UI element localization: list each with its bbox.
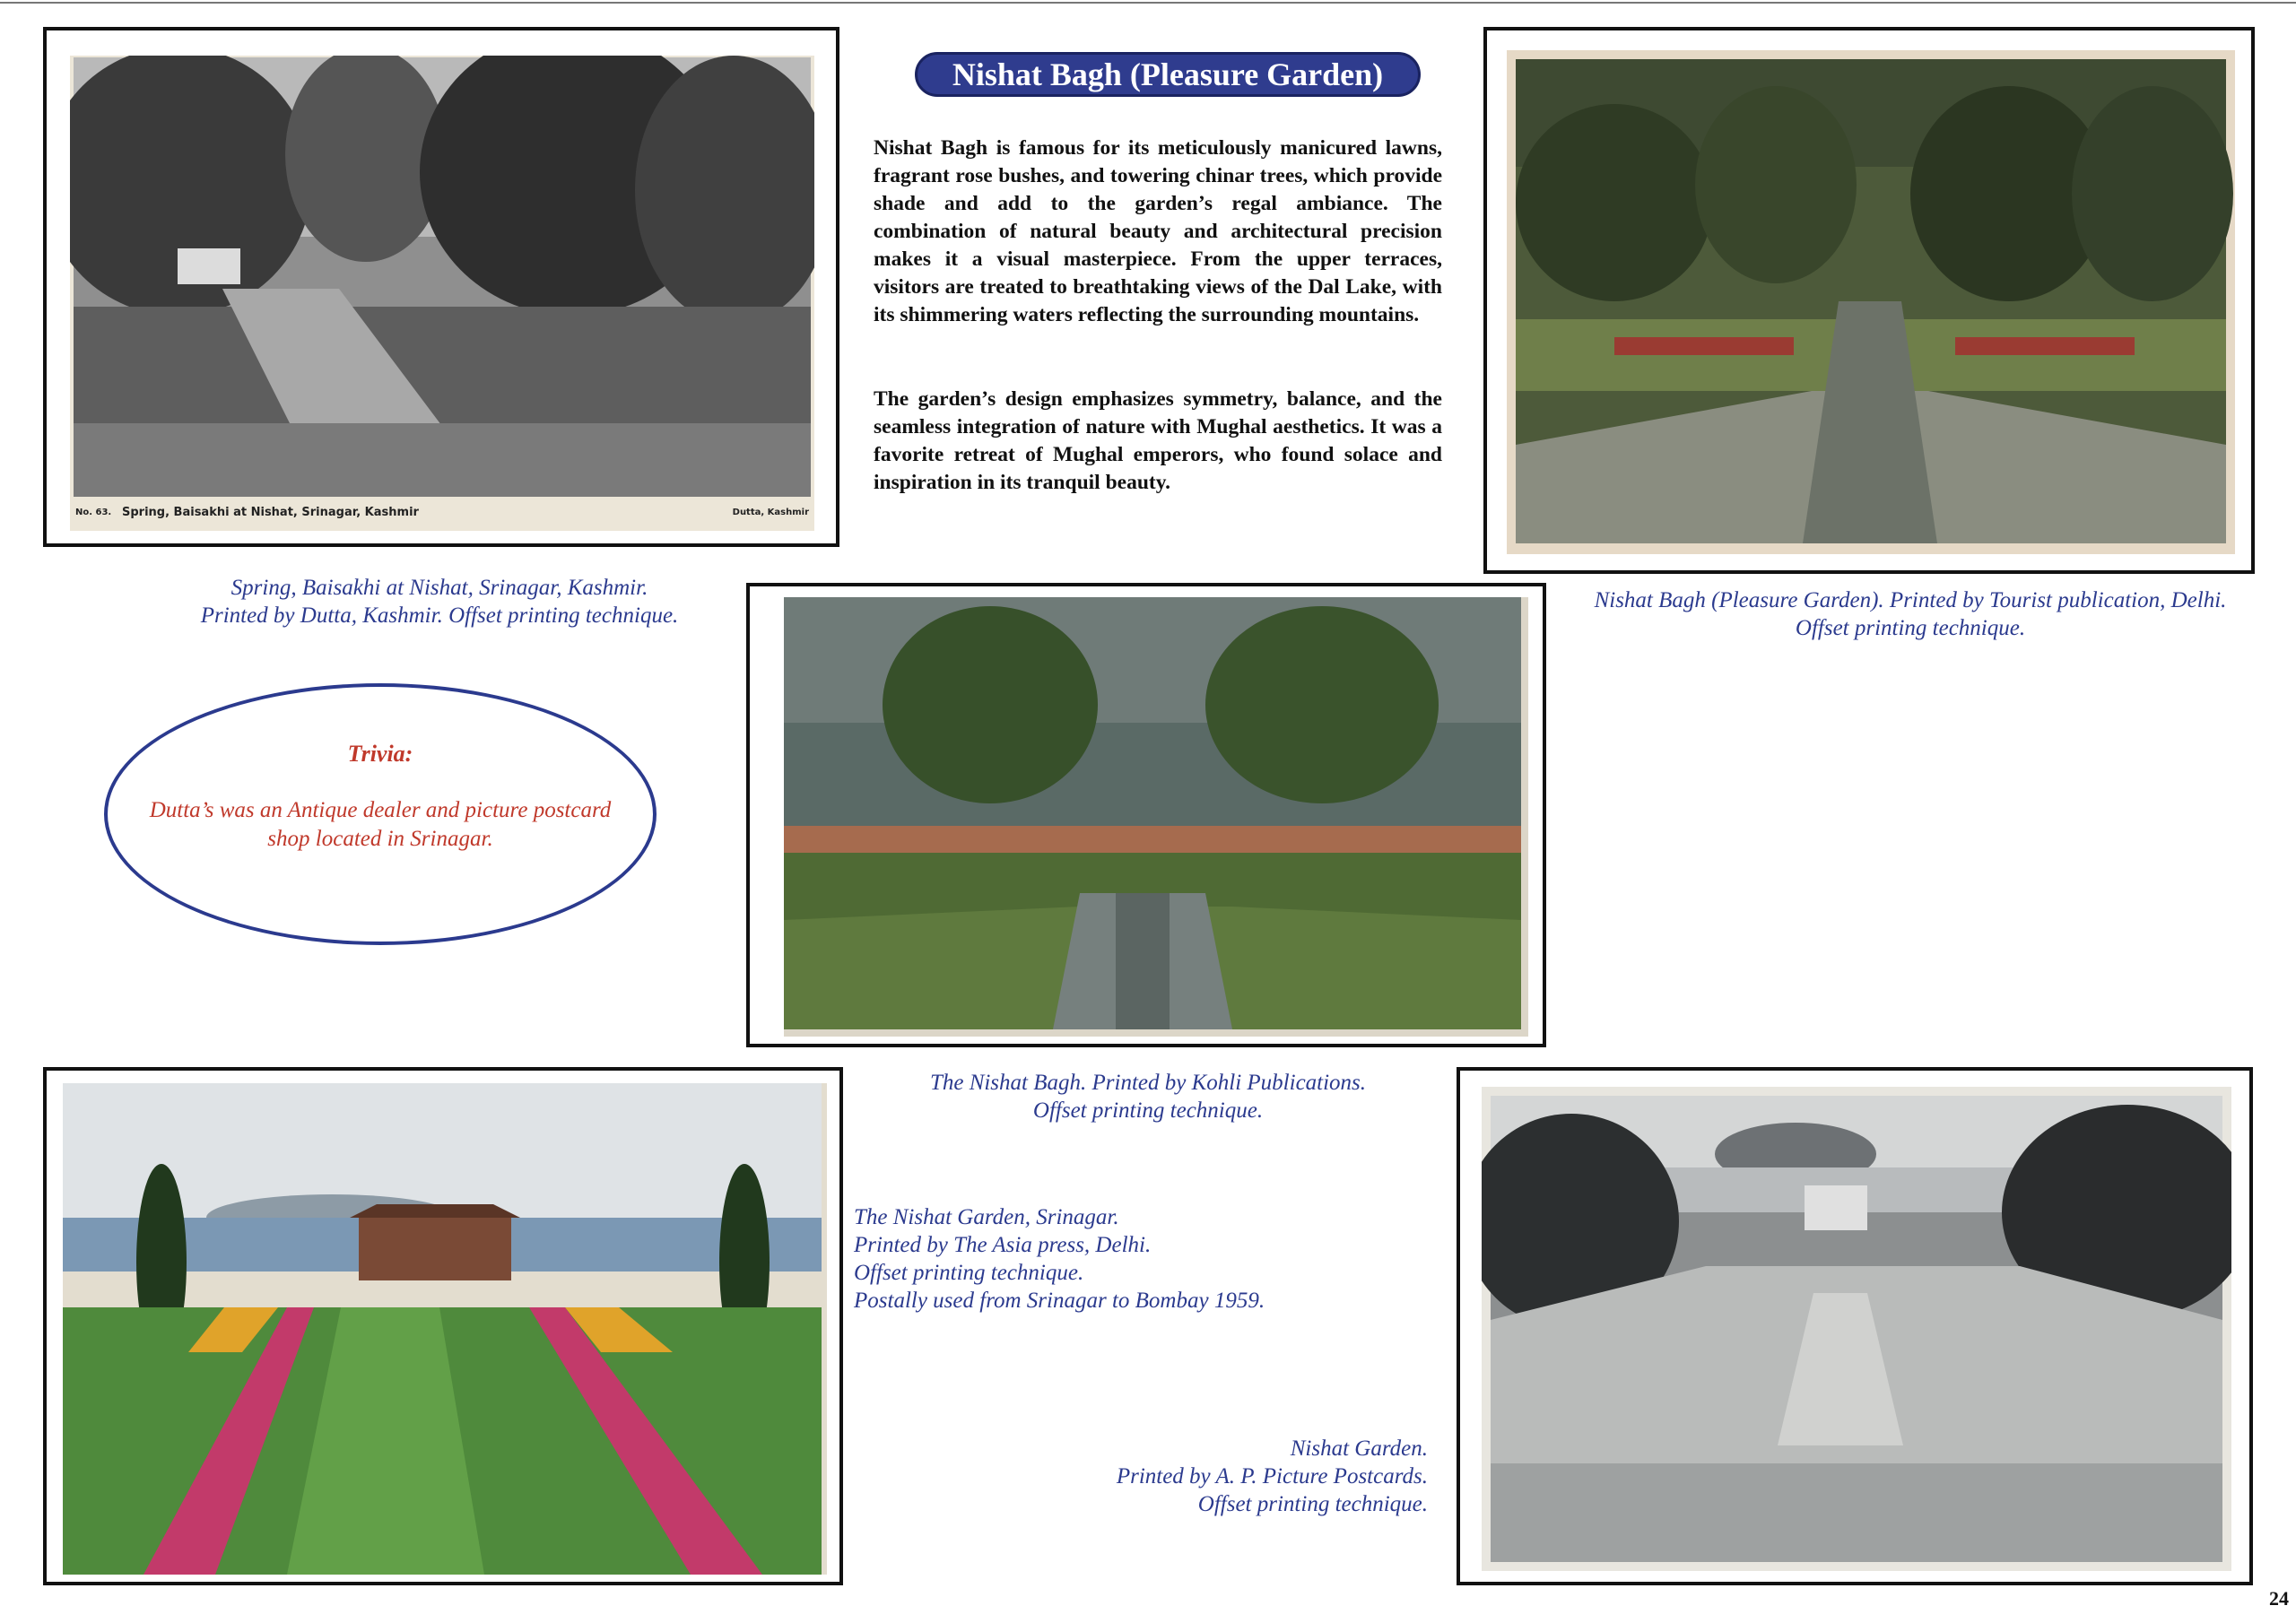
caption-line: Printed by A. P. Picture Postcards. xyxy=(1116,1464,1428,1488)
caption-line: Printed by Dutta, Kashmir. Offset printing technique. xyxy=(200,603,679,628)
postcard-image-2 xyxy=(1507,50,2235,554)
postcard-frame-3 xyxy=(746,583,1546,1047)
intro-paragraph-2: The garden’s design emphasizes symmetry, balance, and the seamless integration of nature with Mughal aesthetics. It was a favorite retreat of Mughal emperors, who found solace and inspiration in its tranquil beauty. xyxy=(874,387,1442,494)
caption-postcard-5 xyxy=(897,1435,1428,1518)
postcard-frame-2 xyxy=(1483,27,2255,574)
postcard-image-5 xyxy=(1482,1087,2231,1571)
postcard-1-number: No. 63. xyxy=(75,508,112,517)
caption-postcard-4 xyxy=(854,1203,1410,1315)
postcard-1-publisher: Dutta, Kashmir xyxy=(732,508,809,517)
trivia-bubble xyxy=(104,683,657,945)
postcard-1-printed-title: Spring, Baisakhi at Nishat, Srinagar, Kashmir xyxy=(122,506,419,519)
caption-line: Offset printing technique. xyxy=(854,1261,1084,1285)
caption-line: Printed by The Asia press, Delhi. xyxy=(854,1233,1152,1257)
caption-line: The Nishat Bagh. Printed by Kohli Publications. xyxy=(929,1071,1367,1095)
trivia-text: Dutta’s was an Antique dealer and picture postcard shop located in Srinagar. xyxy=(149,798,612,851)
top-rule xyxy=(0,2,2296,4)
caption-line: Nishat Garden. xyxy=(1290,1436,1428,1461)
caption-postcard-2 xyxy=(1525,586,2296,642)
postcard-frame-4 xyxy=(43,1067,843,1585)
caption-postcard-3 xyxy=(834,1069,1462,1124)
caption-line: The Nishat Garden, Srinagar. xyxy=(854,1205,1119,1229)
postcard-image-3 xyxy=(784,597,1528,1037)
postcard-frame-1 xyxy=(43,27,839,547)
caption-line: Spring, Baisakhi at Nishat, Srinagar, Kashmir. xyxy=(230,576,648,600)
caption-line: Nishat Bagh (Pleasure Garden). Printed by Tourist publication, Delhi. xyxy=(1594,588,2227,612)
page-number: 24 xyxy=(2269,1587,2289,1610)
page-title: Nishat Bagh (Pleasure Garden) xyxy=(915,52,1421,97)
intro-paragraph-1: Nishat Bagh is famous for its meticulously manicured lawns, fragrant rose bushes, and towering chinar trees, which provide shade and add to the garden’s regal ambiance. The combination of natural beauty and architectural precision makes it a visual masterpiece. From the upper terraces, visitors are treated to breathtaking views of the Dal Lake, with its shimmering waters reflecting the surrounding mountains. xyxy=(874,136,1442,326)
caption-line: Offset printing technique. xyxy=(1795,616,2026,640)
caption-line: Offset printing technique. xyxy=(1197,1492,1428,1516)
postcard-frame-5 xyxy=(1457,1067,2253,1585)
caption-postcard-1 xyxy=(126,574,753,629)
postcard-image-1 xyxy=(70,56,814,531)
caption-line: Postally used from Srinagar to Bombay 1959. xyxy=(854,1289,1265,1313)
trivia-title: Trivia: xyxy=(347,741,413,767)
caption-line: Offset printing technique. xyxy=(1032,1098,1264,1123)
postcard-image-4 xyxy=(63,1083,827,1575)
